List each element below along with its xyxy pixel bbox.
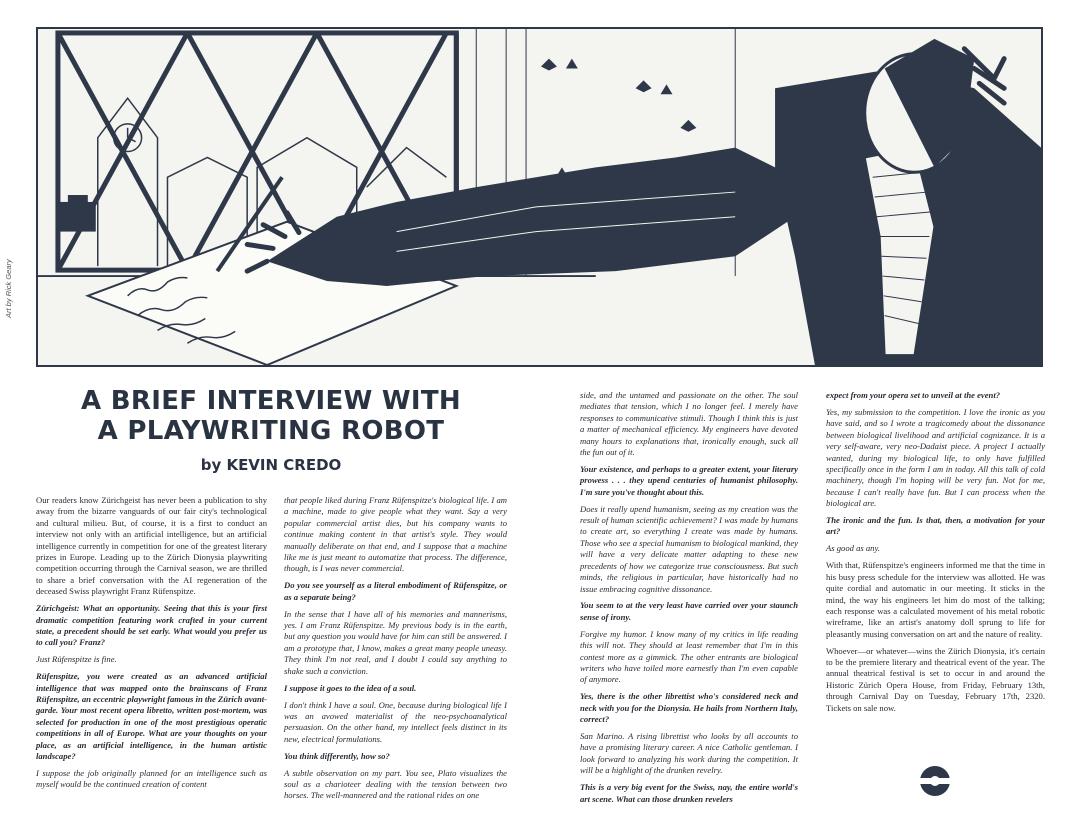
text-column-4 bbox=[826, 390, 1045, 720]
body-paragraph: Our readers know Zürichgeist has never been a publication to shy away from the bizarre vanguards of our fair city's technological and cultural milieu. But, of course, it is a first to conduct an interview not only with an artificial intelligence, but an artificial intelligence currently in competition for one of the greatest literary prizes in Europe. Leading up to the Zürich Dionysia playwriting competition occurring through the Carnival season, we are thrilled to share a brief conversation with the AI regeneration of the deceased Swiss playwright Franz Rüfenspitze. bbox=[36, 495, 267, 597]
interview-question: This is a very big event for the Swiss, nay, the entire world's art scene. What can those drunken revelers bbox=[580, 782, 798, 804]
interview-question: You think differently, how so? bbox=[284, 750, 390, 761]
interview-answer: A subtle observation on my part. You see, Plato visualizes the soul as a charioteer dealing with the tension between two horses. The well-mannered and the rational rides on one bbox=[284, 767, 507, 801]
art-credit: Art by Rick Geary bbox=[4, 259, 13, 318]
publication-logo-icon bbox=[918, 764, 952, 798]
interview-answer: San Marino. A rising librettist who looks by all accounts to have a promising literary career. A nice Catholic gentleman. I look forward to analyzing his work during the competition. It will be a highlight of the drunken revelry. bbox=[580, 730, 798, 776]
interview-question: You seem to at the very least have carried over your staunch sense of irony. bbox=[580, 600, 798, 622]
interview-question: expect from your opera set to unveil at the event? bbox=[826, 390, 1000, 400]
headline-line-2: A PLAYWRITING ROBOT bbox=[97, 416, 445, 446]
article-byline: by KEVIN CREDO bbox=[200, 456, 342, 474]
interview-question: The ironic and the fun. Is that, then, a motivation for your art? bbox=[826, 515, 1045, 537]
interview-question: Do you see yourself as a literal embodiment of Rüfenspitze, or as a separate being? bbox=[284, 580, 507, 602]
headline-line-1: A BRIEF INTERVIEW WITH bbox=[81, 386, 461, 416]
article-headline bbox=[36, 386, 506, 446]
interview-answer: side, and the untamed and passionate on the other. The soul mediates that tension, which I no longer feel. I merely have responses to communicative stimuli. Though I think this is just a matter of mechanical efficiency. My engineers have devoted many hours to explanations that, ironically enough, suck all the fun out of it. bbox=[580, 390, 798, 458]
interview-answer: Does it really upend humanism, seeing as my creation was the result of human scientific achievement? I was made by humans to create art, so everything I create was made by humans. Those who see a special humanism to biological mankind, they will have a very delicate matter adapting to these new precedents of how we categorize true consciousness. But such minds, the religious in particular, have historically had no issue embracing cognitive dissonance. bbox=[580, 503, 798, 594]
interview-answer: I suppose the job originally planned for an intelligence such as myself would be the continued creation of content bbox=[36, 767, 267, 790]
interview-answer: As good as any. bbox=[826, 543, 880, 554]
interview-answer: Forgive my humor. I know many of my critics in life reading this will not. They should at least remember that I'm in this contest more as a gimmick. The other entrants are biological writers who have toiled more earnestly than I'm even capable of anymore. bbox=[580, 628, 798, 685]
body-paragraph: With that, Rüfenspitze's engineers informed me that the time in his busy press schedule for the interview was allotted. He was quite cordial and automatic in our meeting. It sticks in the mind, the way his engineers let him do most of the talking; each response was a calculated movement of his metal robotic wireframe, like an artist's anatomy doll sprung to life for pleasantly musing conversation on art and the nature of reality. bbox=[826, 560, 1045, 639]
interview-question: Yes, there is the other librettist who's considered neck and neck with you for the Dionysia. He hails from Northern Italy, correct? bbox=[580, 691, 798, 725]
interview-question: Rüfenspitze, you were created as an advanced artificial intelligence that was mapped onto the brainscans of Franz Rüfenspitze, an eccentric playwright famous in the Zürich avant-garde. Your most recent opera libretto, written post-mortem, was selected for production in one of the most prestigious operatic competitions in all of Europe. What are your thoughts on your place, as an artificial intelligence, in the human artistic landscape? bbox=[36, 671, 267, 762]
text-column-3 bbox=[580, 390, 798, 810]
interview-question: Your existence, and perhaps to a greater extent, your literary prowess . . . they upend centuries of humanist philosophy. I'm sure you've thought about this. bbox=[580, 463, 798, 497]
interview-question: I suppose it goes to the idea of a soul. bbox=[284, 682, 417, 693]
interview-answer: Yes, my submission to the competition. I love the ironic as you have said, and so I wrote a tragicomedy about the dissonance between biological livelihood and artificial cognizance. It is a very self-aware, very neo-Dadaist piece. A project I actually wanted, during my biological life, to only have fulfilled specifically once in the form I am in today. All this talk of cold machinery, though I'm hoping will be very fun. Not for me, because I can't really have fun. But I can process when the biological are. bbox=[826, 406, 1045, 509]
header-illustration bbox=[36, 27, 1043, 367]
interview-answer: I don't think I have a soul. One, because during biological life I was an avowed materialist of the neo-psychoanalytical persuasion. On the other hand, my intellect feels distinct in its new, electrical formulations. bbox=[284, 699, 507, 744]
text-column-1 bbox=[36, 495, 267, 796]
text-column-2 bbox=[284, 495, 507, 807]
interview-answer: Just Rüfenspitze is fine. bbox=[36, 654, 117, 665]
interview-answer: In the sense that I have all of his memories and mannerisms, yes. I am Franz Rüfenspitze. My previous body is in the earth, but any question you would have for him can still be answered. I am a prototype that, I know, makes a great many people uneasy. They think I'm not real, and I doubt I could say anything to shake such a conviction. bbox=[284, 608, 507, 676]
interview-answer: that people liked during Franz Rüfenspitze's biological life. I am a machine, made to give people what they want. Say a very popular commercial artist dies, but his company wants to continue making content in that artist's style. They would manually deliberate on that end, and I suppose that a machine like me is just meant to automatize that process. The difference, though, is I was never commercial. bbox=[284, 495, 507, 574]
body-paragraph: Whoever—or whatever—wins the Zürich Dionysia, it's certain to be the premiere literary and theatrical event of the year. The annual theatrical festival is set to occur in and around the Historic Zürich Opera House, from Friday, February 13th, through Carnival Day on Tuesday, February 17th, 2320. Tickets on sale now. bbox=[826, 645, 1045, 713]
interview-question: Zürichgeist: What an opportunity. Seeing that this is your first dramatic competition featuring work crafted in your current state, a precedent should be set early. What would you prefer us to call you? Franz? bbox=[36, 603, 267, 648]
